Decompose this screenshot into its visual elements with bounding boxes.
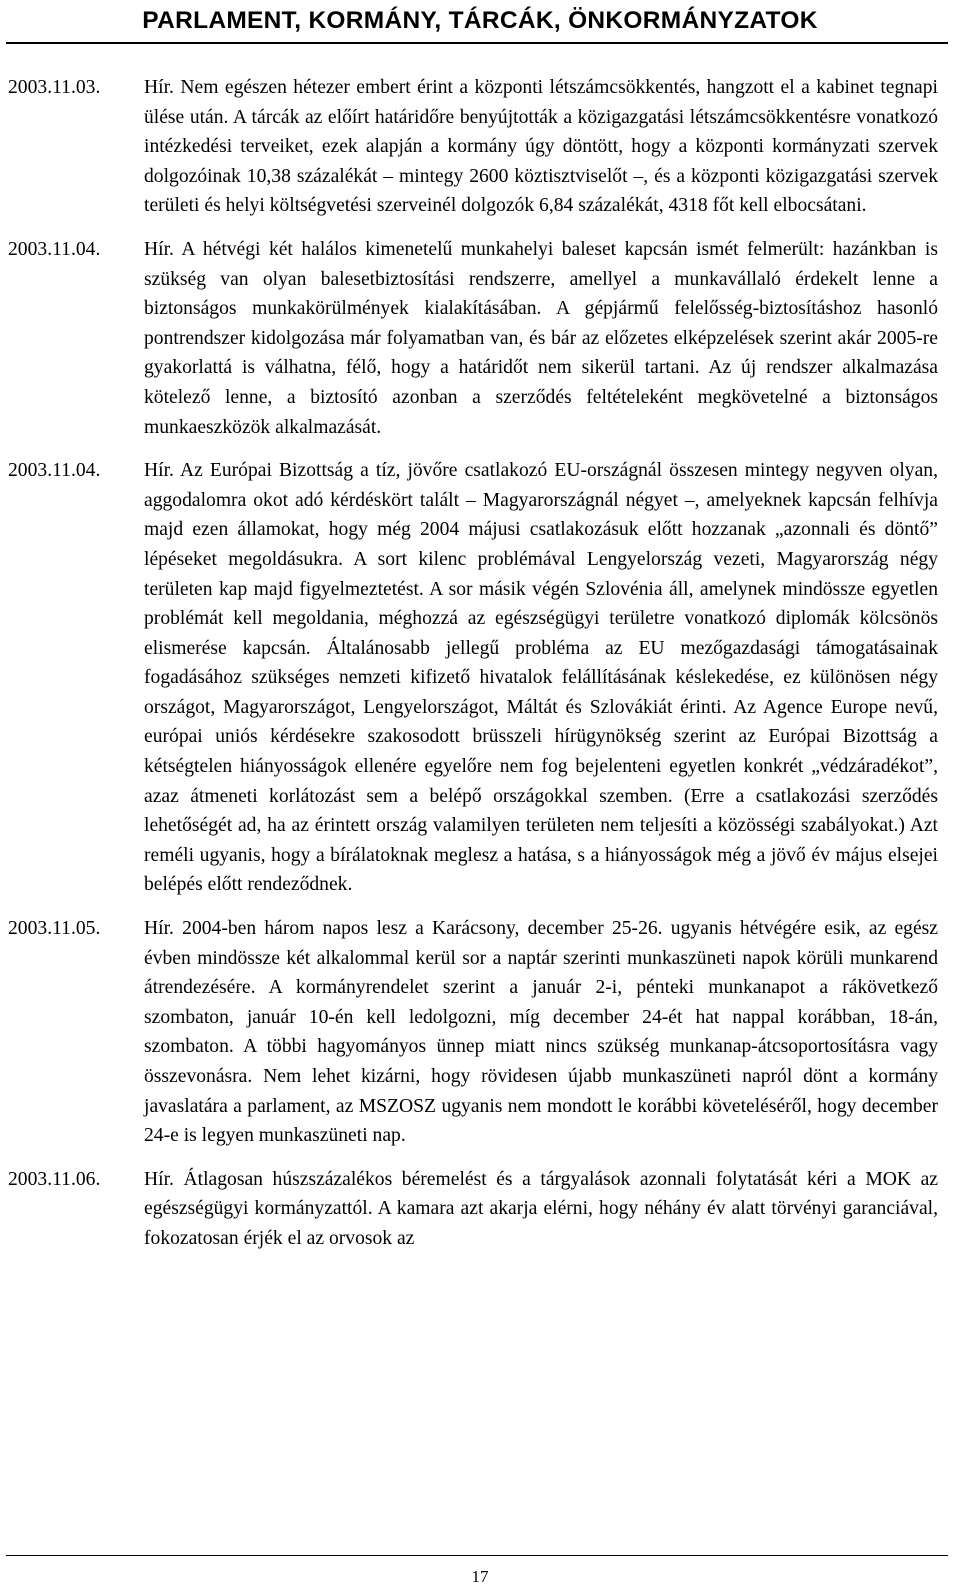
entry-text: 2004-ben három napos lesz a Karácsony, december 25-26. ugyanis hétvégére esik, az egész évben mindössze két alkalommal kerül sor a naptár szerinti munkaszüneti napok körüli munkarend átrendezésére. A kormányrendelet szerint a január 2-i, pénteki munkanapot a rákövetkező szombaton, január 10-én kell ledolgozni, míg december 24-ét hat nappal korábban, 18-án, szombaton. A többi hagyományos ünnep miatt nincs szükség munkanap-átcsoportosításra vagy összevonásra. Nem lehet kizárni, hogy rövidesen újabb munkaszüneti napról dönt a kormány javaslatára a parlament, az MSZOSZ ugyanis nem mondott le korábbi követeléséről, hogy december 24-e is legyen munkaszüneti nap. (144, 918, 938, 1147)
entry-text: Átlagosan húszszázalékos béremelést és a tárgyalások azonnali folytatását kéri a MOK az egészségügyi kormányzattól. A kamara azt akarja elérni, hogy néhány év alatt törvényi garanciával, fokozatosan érjék el az orvosok az (144, 1168, 938, 1249)
news-entry (8, 73, 938, 221)
entry-body (144, 235, 938, 442)
news-entry (8, 456, 938, 900)
entry-body (144, 1165, 938, 1254)
news-entry (8, 1165, 938, 1254)
news-entry (8, 914, 938, 1151)
entry-type: Hír. (144, 77, 174, 98)
entry-date: 2003.11.05. (8, 918, 101, 940)
entry-text: Az Európai Bizottság a tíz, jövőre csatlakozó EU-országnál összesen mintegy negyven olyan, aggodalomra okot adó kérdéskört talált – Magyarországnál négyet –, amelyeknek kapcsán felhívja majd ezen államokat, hogy még 2004 májusi csatlakozásuk előtt hozzanak „azonnali és döntő” lépéseket megoldásukra. A sort kilenc problémával Lengyelország vezeti, Magyarország négy területen kap majd figyelmeztetést. A sor másik végén Szlovénia áll, amelynek mindössze egyetlen problémát kell megoldania, méghozzá az egészségügyi területre vonatkozó diplomák kölcsönös elismerése kapcsán. Általánosabb jellegű probléma az EU mezőgazdasági támogatásainak fogadásához szükséges nemzeti kifizető hivatalok felállításának késlekedése, ez különösen négy országot, Magyarországot, Lengyelországot, Máltát és Szlovákiát érinti. Az Agence Europe nevű, európai uniós kérdésekre szakosodott brüsszeli hírügynökség szerint az Európai Bizottság a kétségtelen hiányosságok ellenére egyelőre nem fog bejelenteni egyetlen konkrét „védzáradékot”, azaz átmeneti korlátozást sem a belépő országokkal szemben. (Erre a csatlakozási szerződés lehetőségét ad, ha az érintett ország valamilyen területen nem teljesíti a közösségi szabályokat.) Azt reméli ugyanis, hogy a bírálatoknak meglesz a hatása, s a hiányosságok még a jövő év május elsejei belépés előtt rendeződnek. (144, 460, 938, 896)
entry-date: 2003.11.04. (8, 460, 101, 482)
header-rule (6, 42, 948, 44)
entry-type: Hír. (144, 918, 174, 940)
entry-type: Hír. (144, 1168, 174, 1190)
entry-date: 2003.11.04. (8, 238, 101, 260)
page-number: 17 (471, 1567, 489, 1586)
entry-type: Hír. (144, 460, 174, 482)
footer-rule (6, 1555, 948, 1556)
entry-date: 2003.11.06. (8, 1168, 101, 1190)
entry-body (144, 73, 938, 221)
entry-type: Hír. (144, 238, 174, 260)
news-list (8, 73, 938, 1268)
entry-body (144, 914, 938, 1151)
page-header: PARLAMENT, KORMÁNY, TÁRCÁK, ÖNKORMÁNYZATOK (142, 7, 818, 34)
news-entry (8, 235, 938, 442)
entry-text: A hétvégi két halálos kimenetelű munkahelyi baleset kapcsán ismét felmerült: hazánkban is szükség van olyan balesetbiztosítási rendszerre, amellyel a munkavállaló érdekelt lenne a biztonságos munkakörülmények kialakításában. A gépjármű felelősség-biztosításhoz hasonló pontrendszer kidolgozása már folyamatban van, és bár az előzetes elképzelések szerint akár 2005-re gyakorlattá is válhatna, félő, hogy a határidőt nem sikerül tartani. Az új rendszer alkalmazása kötelező lenne, a biztosító azonban a szerződés feltételeként megkövetelné a biztonságos munkaeszközök alkalmazását. (144, 238, 938, 438)
entry-body (144, 456, 938, 900)
entry-date: 2003.11.03. (8, 77, 101, 98)
entry-text: Nem egészen hétezer embert érint a központi létszámcsökkentés, hangzott el a kabinet tegnapi ülése után. A tárcák az előírt határidőre benyújtották a közigazgatási létszámcsökkentésre vonatkozó intézkedési terveiket, ezek alapján a kormány úgy döntött, hogy a központi kormányzati szervek dolgozóinak 10,38 százalékát – mintegy 2600 köztisztviselőt –, és a központi közigazgatási szervek területi és helyi költségvetési szerveinél dolgozók 6,84 százalékát, 4318 főt kell elbocsátani. (144, 77, 938, 217)
